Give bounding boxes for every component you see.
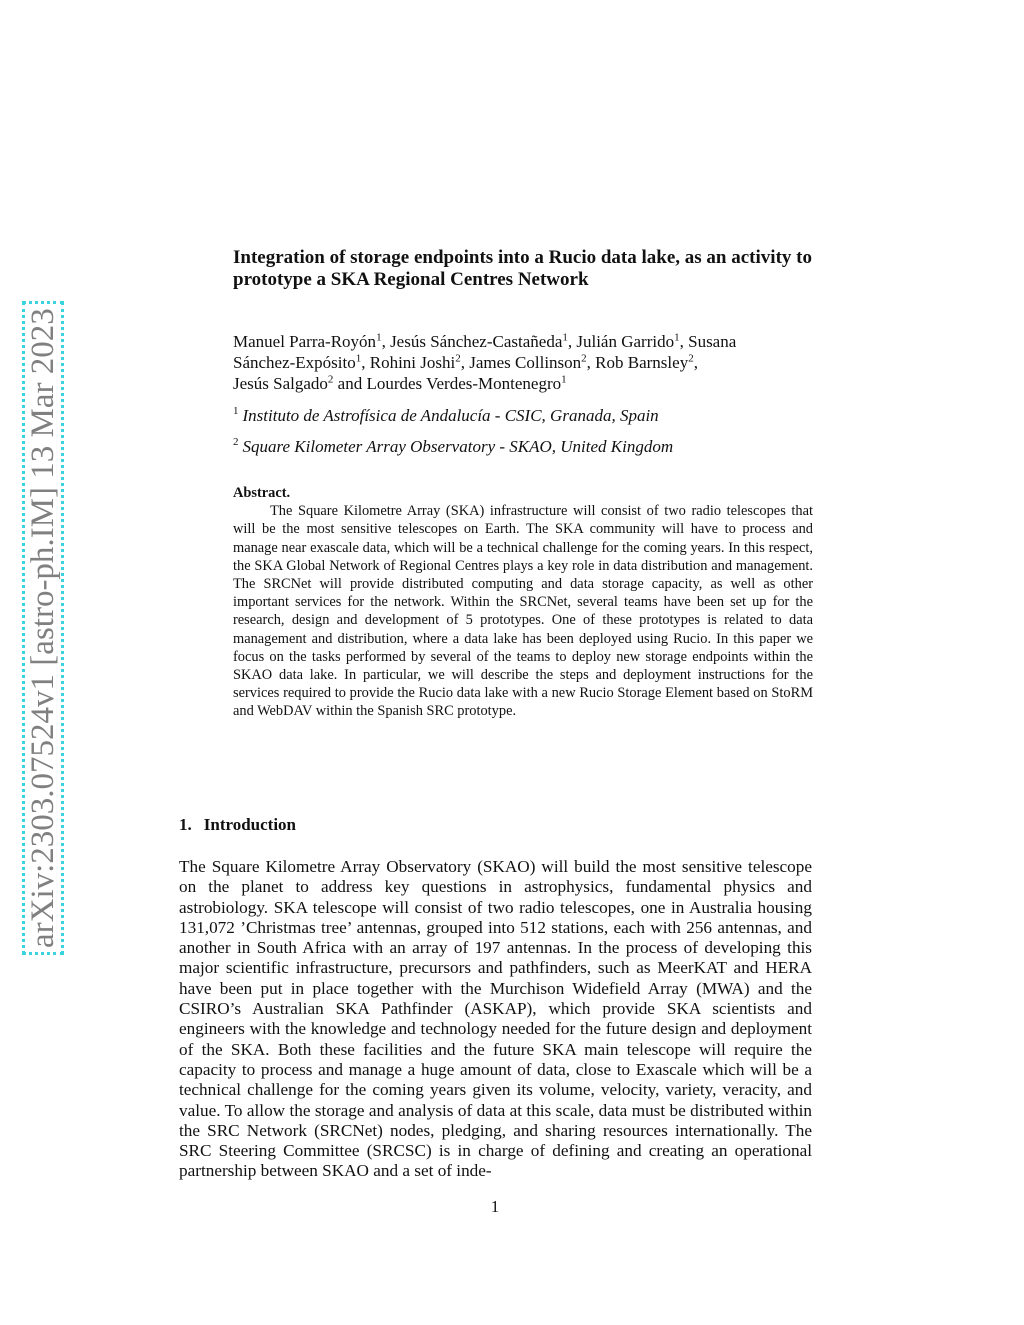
author-name: Jesús Sánchez-Castañeda: [390, 332, 563, 351]
affiliation-2: [233, 436, 673, 457]
abstract-label: Abstract.: [233, 485, 291, 501]
affiliation-1: [233, 405, 659, 426]
section-heading-introduction: [179, 815, 296, 835]
author-affiliation-mark: 1: [561, 373, 567, 386]
author-affiliation-mark: 2: [327, 373, 334, 386]
author-name: Jesús Salgado: [233, 374, 328, 393]
affiliation-text: Square Kilometer Array Observatory - SKAO, United Kingdom: [242, 437, 674, 456]
section-number: 1.: [179, 815, 192, 834]
author-affiliation-mark: 2: [455, 352, 461, 365]
author-name: Rohini Joshi: [369, 353, 456, 372]
author-affiliation-mark: 2: [581, 352, 587, 365]
affiliation-text: Instituto de Astrofísica de Andalucía - CSIC, Granada, Spain: [242, 406, 659, 425]
author-affiliation-mark: 1: [376, 331, 382, 344]
abstract: [233, 484, 813, 721]
author-affiliation-mark: 2: [688, 352, 694, 365]
affiliation-number: 1: [233, 405, 239, 418]
arxiv-identifier-stamp: arXiv:2303.07524v1 [astro-ph.IM] 13 Mar 2023: [22, 301, 64, 955]
author-name: Rob Barnsley: [595, 353, 689, 372]
author-affiliation-mark: 1: [355, 352, 362, 365]
introduction-paragraph: The Square Kilometre Array Observatory (SKAO) will build the most sensitive telescope on the planet to address key questions in astrophysics, fundamental physics and astrobiology. SKA telescope will consist of two radio telescopes, one in Australia housing 131,072 ’Christmas tree’ antennas, grouped into 512 stations, each with 256 antennas, and another in South Africa with an array of 197 antennas. In the process of developing this major scientific infrastructure, precursors and pathfinders, such as MeerKAT and HERA have been put in place together with the Murchison Widefield Array (MWA) and the CSIRO’s Australian SKA Pathfinder (ASKAP), which provide SKA scientists and engineers with the knowledge and technology needed for the future design and deployment of the SKA. Both these facilities and the future SKA main telescope will require the capacity to process and manage a huge amount of data, close to Exascale which will be a technical challenge for the coming years given its volume, velocity, variety, veracity, and value. To allow the storage and analysis of data at this scale, data must be distributed within the SRC Network (SRCNet) nodes, pledging, and sharing resources internationally. The SRC Steering Committee (SRCSC) is in charge of defining and creating an operational partnership between SKAO and a set of inde-: [179, 857, 812, 1181]
author-name: Julián Garrido: [576, 332, 675, 351]
section-title: Introduction: [203, 815, 297, 834]
author-affiliation-mark: 1: [562, 331, 568, 344]
page-number: 1: [490, 1197, 500, 1216]
author-name: Manuel Parra-Royón: [233, 332, 377, 351]
author-name: Lourdes Verdes-Montenegro: [366, 374, 562, 393]
paper-title: Integration of storage endpoints into a Rucio data lake, as an activity to prototype a SKA Regional Centres Network: [233, 247, 812, 290]
abstract-body: The Square Kilometre Array (SKA) infrastructure will consist of two radio telescopes that will be the most sensitive telescopes on Earth. The SKA community will have to process and manage near exascale data, which will be a technical challenge for the coming years. In this respect, the SKA Global Network of Regional Centres plays a key role in data distribution and management. The SRCNet will provide distributed computing and data storage capacity, as well as other important services for the network. Within the SRCNet, several teams have been set up for the research, design and development of 5 prototypes. One of these prototypes is related to data management and distribution, where a data lake has been deployed using Rucio. In this paper we focus on the tasks performed by several of the teams to deploy new storage endpoints within the SKAO data lake. In particular, we will describe the steps and deployment instructions for the services required to provide the Rucio data lake with a new Rucio Storage Element based on StoRM and WebDAV within the Spanish SRC prototype.: [233, 503, 813, 720]
affiliation-number: 2: [233, 436, 239, 449]
author-name: James Collinson: [469, 353, 582, 372]
author-connector: and: [337, 374, 363, 393]
author-affiliation-mark: 1: [674, 331, 680, 344]
author-list: Manuel Parra-Royón$^1$, Jesús Sánchez-Castañeda$^1$, Julián Garrido$^1$, Susana Sánchez-Expósito$^1$, Rohini Joshi$^2$, James Collinson$^2$, Rob Barnsley$^2$, Jesús Salgado$^2$ and Lourdes Verdes-Montenegro$^1$: [233, 331, 737, 393]
